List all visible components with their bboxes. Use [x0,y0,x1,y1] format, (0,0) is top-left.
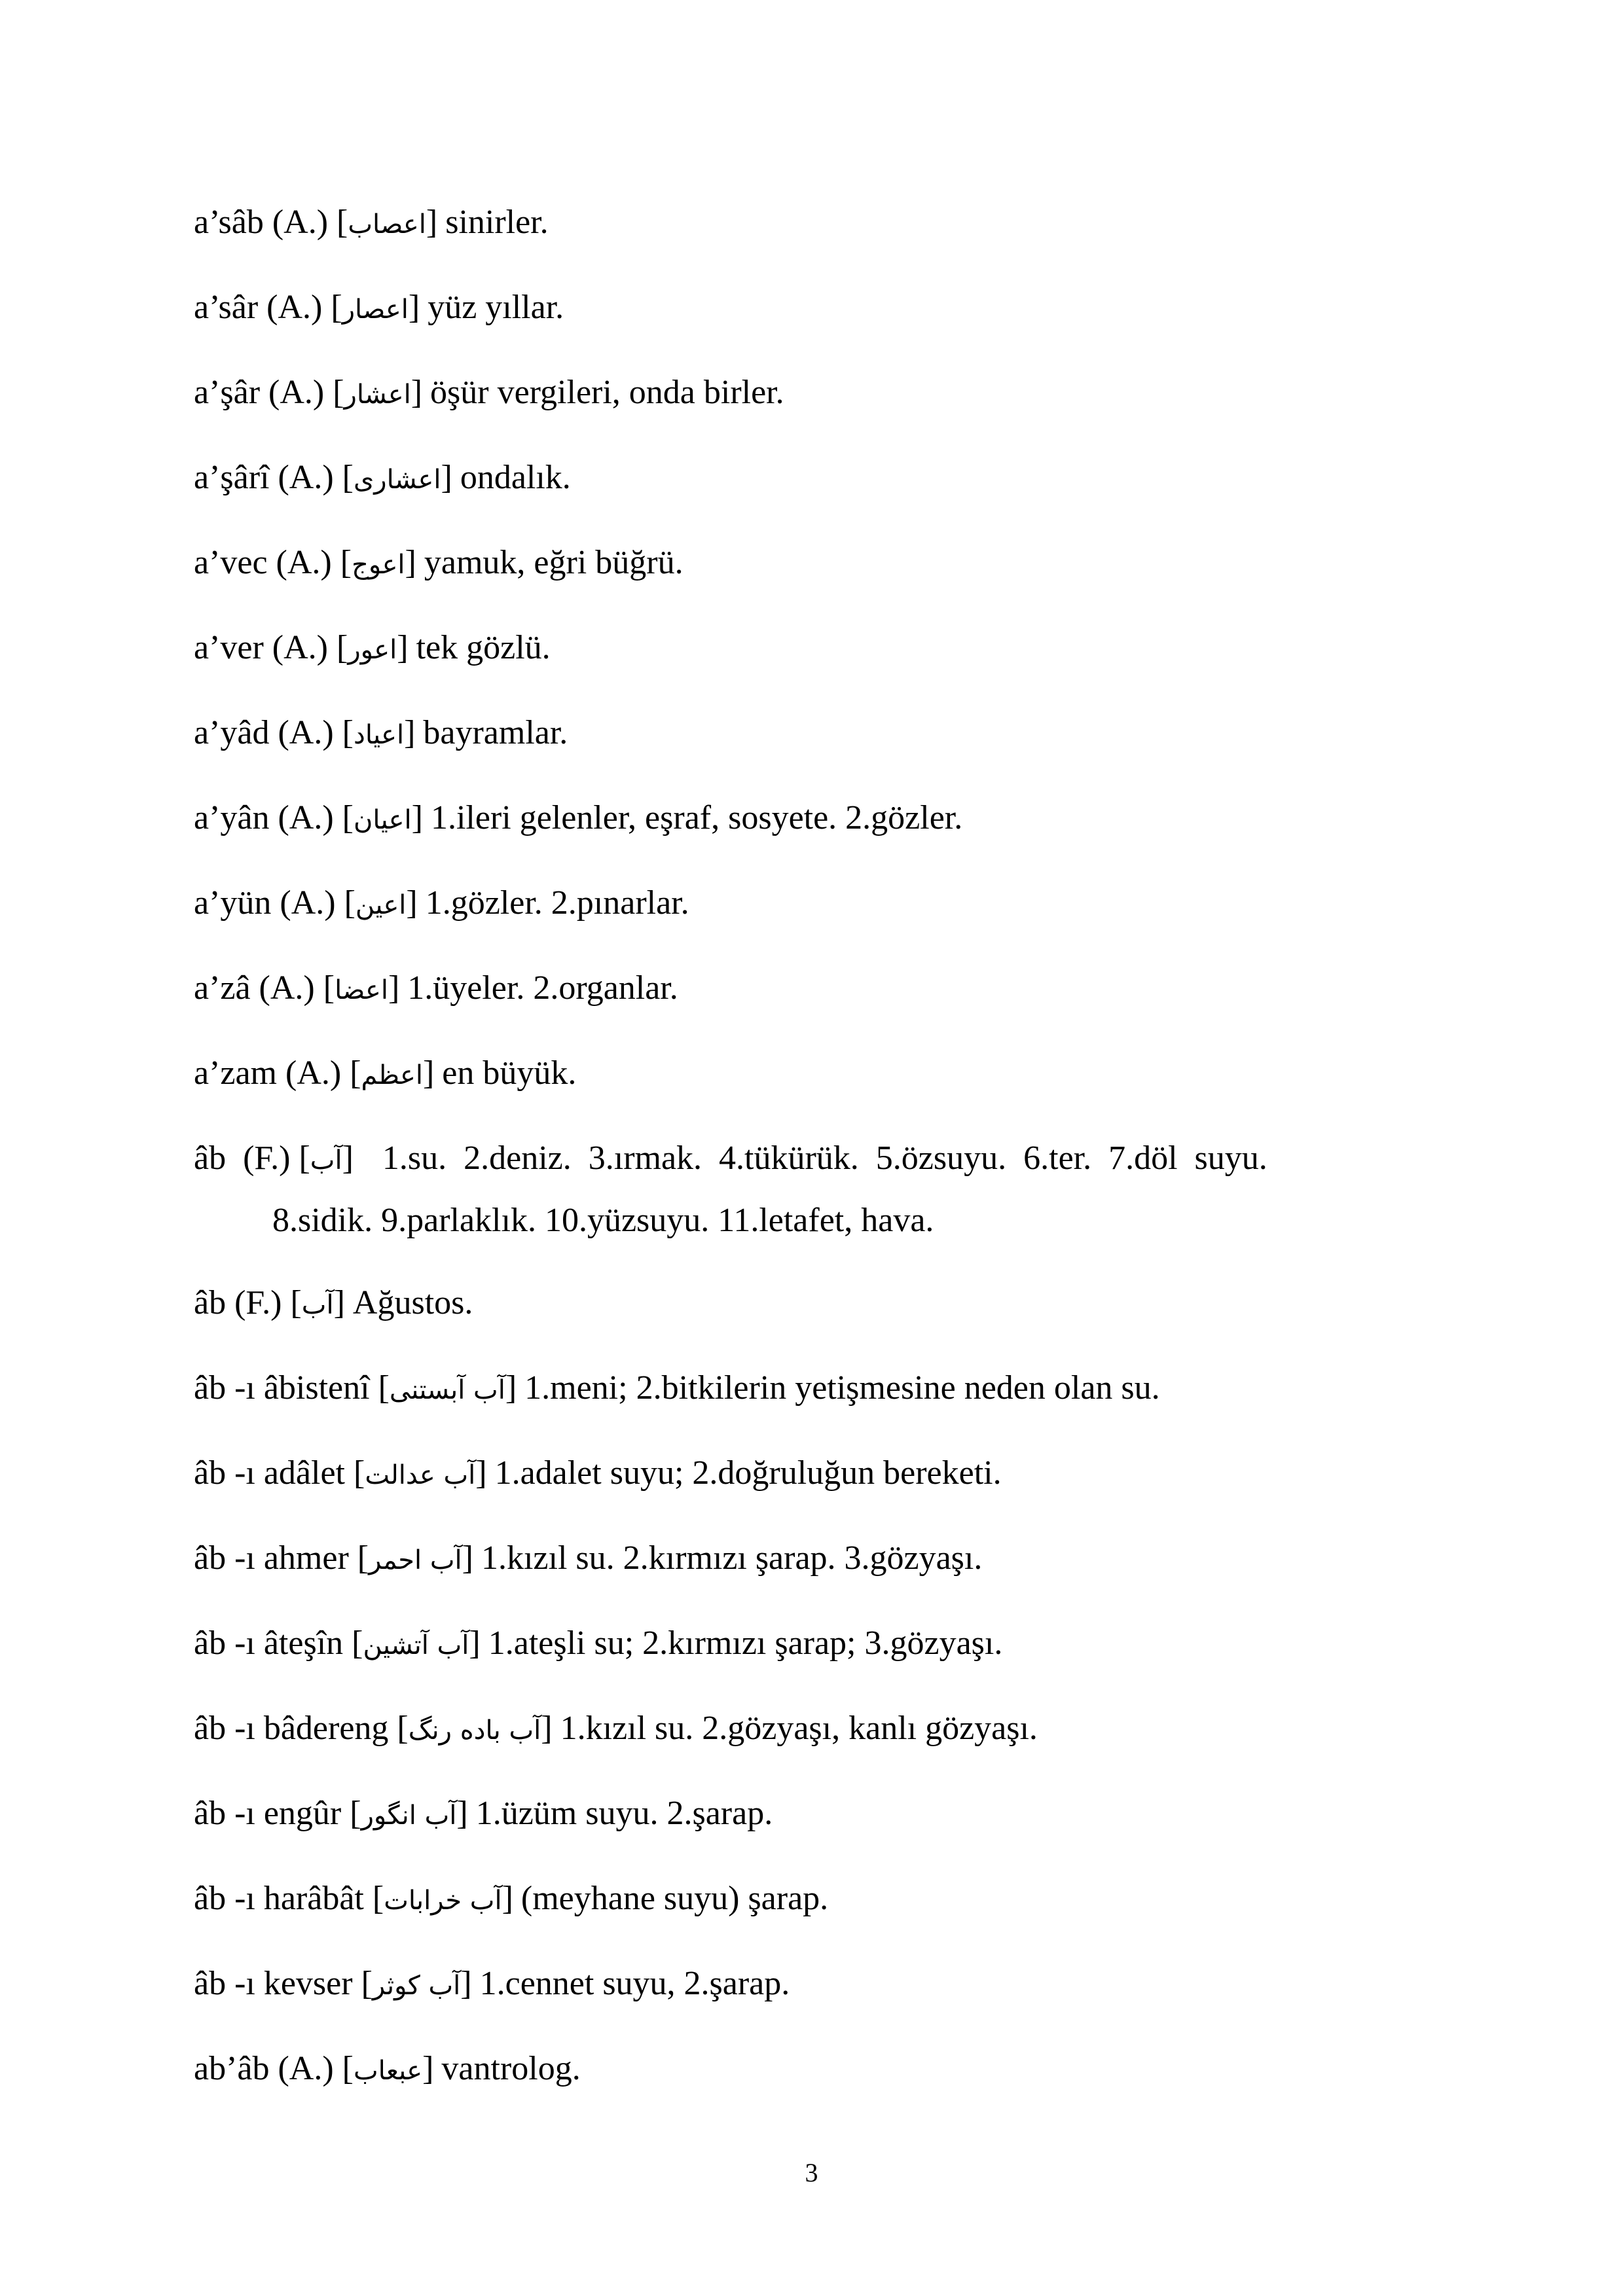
entry-definition: 1.adalet suyu; 2.doğruluğun bereketi. [494,1454,1002,1492]
entry-headword: âb -ı bâdereng [194,1710,389,1747]
entry-definition: tek gözlü. [416,629,551,666]
dictionary-entry: âb -ı âbistenî [آب آبستنى] 1.meni; 2.bitkilerin yetişmesine neden olan su. [194,1369,1160,1407]
entry-arabic-spelling: آب خرابات [384,1886,502,1916]
entry-definition: (meyhane suyu) şarap. [520,1880,829,1917]
dictionary-entry: âb -ı kevser [آب كوثر] 1.cennet suyu, 2.şarap. [194,1965,790,2002]
entry-arabic-spelling: عبعاب [354,2056,423,2086]
entry-definition: vantrolog. [441,2050,581,2087]
entry-arabic-spelling: آب كوثر [372,1971,461,2001]
dictionary-entry: âb -ı bâdereng [آب باده رنگ] 1.kızıl su. 2.gözyaşı, kanlı gözyaşı. [194,1710,1038,1747]
dictionary-entry: a’zam (A.) [اعظم] en büyük. [194,1054,577,1092]
entry-definition: bayramlar. [423,714,568,751]
dictionary-entry: a’yün (A.) [اعين] 1.gözler. 2.pınarlar. [194,884,689,922]
dictionary-entry: âb -ı engûr [آب انگور] 1.üzüm suyu. 2.şarap. [194,1795,773,1832]
entry-headword: a’sâb (A.) [194,204,329,241]
entry-headword: a’zâ (A.) [194,969,315,1007]
entry-headword: âb -ı kevser [194,1965,353,2002]
dictionary-entry: a’şârî (A.) [اعشارى] ondalık. [194,459,571,496]
dictionary-entry: âb -ı ahmer [آب احمر] 1.kızıl su. 2.kırmızı şarap. 3.gözyaşı. [194,1539,983,1577]
entry-headword: a’yân (A.) [194,799,334,836]
entry-definition: Ağustos. [352,1284,473,1321]
entry-headword: âb -ı âteşîn [194,1624,344,1662]
entry-definition: 1.cennet suyu, 2.şarap. [479,1965,790,2002]
entry-definition: yamuk, eğri büğrü. [424,544,684,581]
entry-headword: a’yâd (A.) [194,714,334,751]
entry-arabic-spelling: آب آتشين [363,1630,469,1660]
entry-arabic-spelling: آب باده رنگ [408,1715,541,1746]
entry-definition: 1.kızıl su. 2.gözyaşı, kanlı gözyaşı. [560,1710,1038,1747]
entry-arabic-spelling: اعشار [344,380,411,410]
entry-arabic-spelling: اعوج [352,550,405,580]
entry-arabic-spelling: اعصار [342,295,409,325]
page-number: 3 [805,2158,818,2187]
entry-headword: âb -ı harâbât [194,1880,364,1917]
dictionary-entry: ab’âb (A.) [عبعاب] vantrolog. [194,2050,581,2087]
entry-definition: ondalık. [460,459,571,496]
dictionary-entry-multiline: âb (F.) [آب] 1.su. 2.deniz. 3.ırmak. 4.tükürük. 5.özsuyu. 6.ter. 7.döl suyu. 8.sidik. 9.parlaklık. 10.yüzsuyu. 11.letafet, hava. [194,1139,1267,1239]
entry-definition: 1.ileri gelenler, eşraf, sosyete. 2.gözler. [430,799,963,836]
entry-definition: 1.su. 2.deniz. 3.ırmak. 4.tükürük. 5.özsuyu. 6.ter. 7.döl suyu. [382,1139,1267,1177]
entry-headword: âb -ı engûr [194,1795,342,1832]
entry-headword: a’şârî (A.) [194,459,334,496]
dictionary-entry: a’ver (A.) [اعور] tek gözlü. [194,629,551,666]
entry-headword: a’yün (A.) [194,884,336,922]
entry-arabic-spelling: آب آبستنى [389,1375,505,1405]
entry-arabic-spelling: آب [310,1145,342,1175]
entry-arabic-spelling: اعظم [361,1060,423,1090]
entry-headword: a’zam (A.) [194,1054,342,1092]
entry-definition: 1.gözler. 2.pınarlar. [425,884,689,922]
entry-definition: en büyük. [442,1054,577,1092]
entry-arabic-spelling: اعيان [354,805,412,835]
dictionary-entry: a’sâr (A.) [اعصار] yüz yıllar. [194,289,564,326]
dictionary-entry: a’vec (A.) [اعوج] yamuk, eğri büğrü. [194,544,684,581]
entry-arabic-spelling: آب احمر [369,1545,462,1575]
dictionary-entry: âb (F.) [آب] Ağustos. [194,1284,473,1321]
dictionary-entry: âb -ı âteşîn [آب آتشين] 1.ateşli su; 2.kırmızı şarap; 3.gözyaşı. [194,1624,1003,1662]
dictionary-entry: a’sâb (A.) [اعصاب] sinirler. [194,204,549,241]
entry-headword: âb -ı âbistenî [194,1369,370,1407]
entry-headword: a’sâr (A.) [194,289,323,326]
entry-headword: âb -ı adâlet [194,1454,345,1492]
entry-arabic-spelling: اعضا [335,975,388,1005]
entry-arabic-spelling: آب انگور [361,1801,457,1831]
entry-definition: 1.üyeler. 2.organlar. [407,969,678,1007]
dictionary-entry: a’zâ (A.) [اعضا] 1.üyeler. 2.organlar. [194,969,678,1007]
entry-list [194,190,1451,2121]
entry-definition-continued: 8.sidik. 9.parlaklık. 10.yüzsuyu. 11.letafet, hava. [272,1202,934,1239]
entry-arabic-spelling: اعياد [354,720,405,750]
entry-definition: öşür vergileri, onda birler. [430,374,784,411]
entry-headword: a’ver (A.) [194,629,328,666]
entry-arabic-spelling: اعصاب [348,209,426,240]
entry-arabic-spelling: اعور [348,635,397,665]
entry-definition: yüz yıllar. [428,289,564,326]
entry-arabic-spelling: آب عدالت [365,1460,476,1490]
entry-definition: 1.kızıl su. 2.kırmızı şarap. 3.gözyaşı. [481,1539,983,1577]
entry-headword: âb -ı ahmer [194,1539,349,1577]
dictionary-entry: a’şâr (A.) [اعشار] öşür vergileri, onda birler. [194,374,784,411]
dictionary-entry: âb -ı harâbât [آب خرابات] (meyhane suyu) şarap. [194,1880,829,1917]
entry-headword: âb (F.) [194,1284,282,1321]
entry-definition: 1.ateşli su; 2.kırmızı şarap; 3.gözyaşı. [488,1624,1003,1662]
entry-definition: 1.meni; 2.bitkilerin yetişmesine neden olan su. [524,1369,1160,1407]
entry-headword: a’şâr (A.) [194,374,325,411]
dictionary-entry: a’yâd (A.) [اعياد] bayramlar. [194,714,568,751]
dictionary-entry: a’yân (A.) [اعيان] 1.ileri gelenler, eşraf, sosyete. 2.gözler. [194,799,963,836]
entry-headword: a’vec (A.) [194,544,332,581]
entry-arabic-spelling: آب [301,1290,334,1320]
entry-arabic-spelling: اعشارى [354,465,441,495]
entry-headword: âb (F.) [194,1139,291,1177]
entry-definition: 1.üzüm suyu. 2.şarap. [475,1795,773,1832]
entry-headword: ab’âb (A.) [194,2050,334,2087]
entry-arabic-spelling: اعين [355,890,407,920]
entry-definition: sinirler. [445,204,549,241]
dictionary-entry: âb -ı adâlet [آب عدالت] 1.adalet suyu; 2.doğruluğun bereketi. [194,1454,1002,1492]
